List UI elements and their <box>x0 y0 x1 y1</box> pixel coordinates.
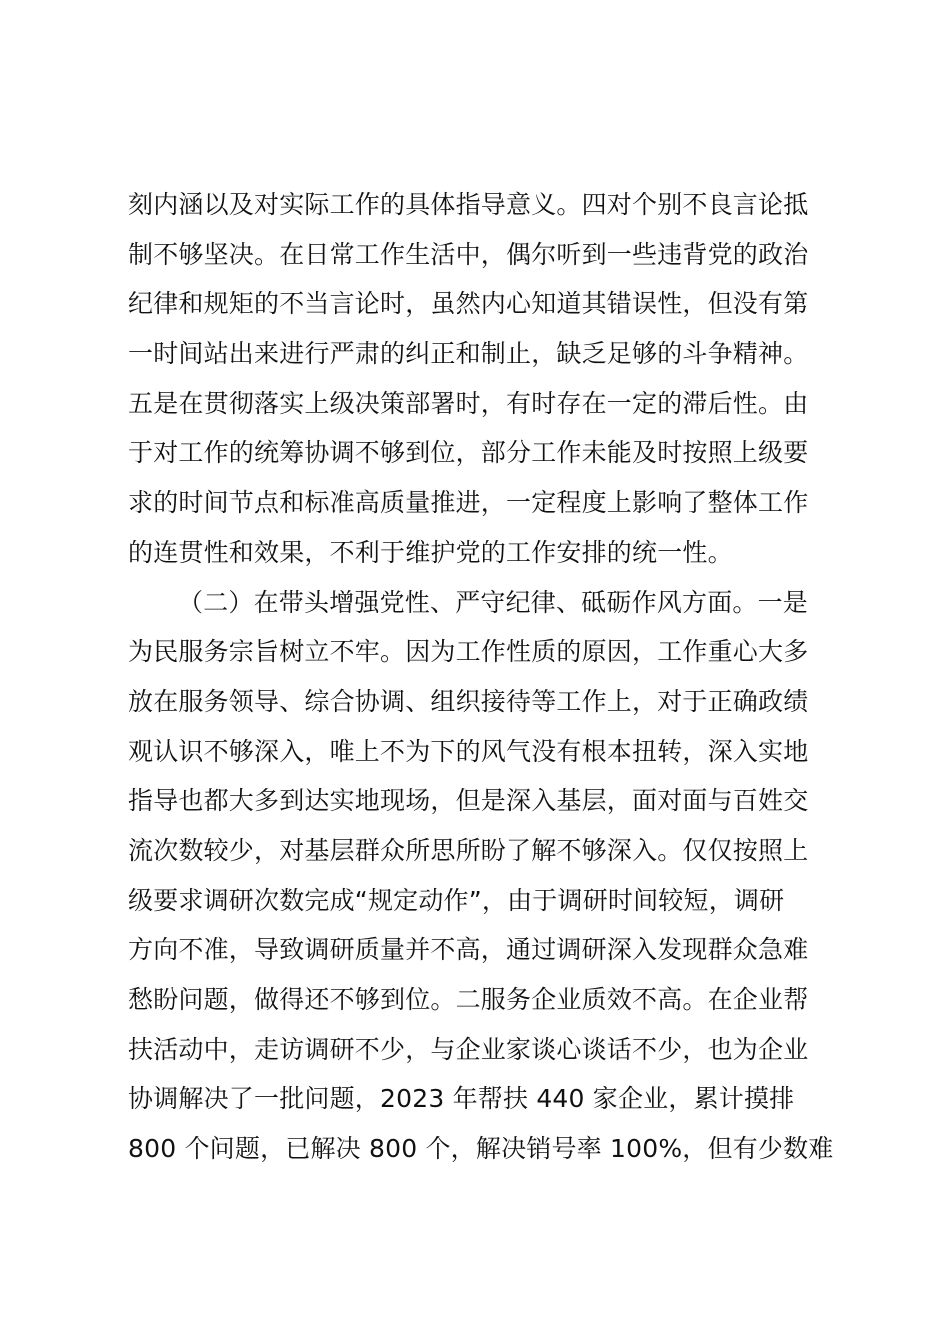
text-line: 刻内涵以及对实际工作的具体指导意义。四对个别不良言论抵 <box>128 190 809 219</box>
section-heading-line: （二）在带头增强党性、严守纪律、砥砺作风方面。一是 <box>178 587 809 617</box>
text-line: 协调解决了一批问题，2023 年帮扶 440 家企业，累计摸排 <box>128 1084 795 1114</box>
text-line: 求的时间节点和标准高质量推进，一定程度上影响了整体工作 <box>128 488 809 518</box>
text-line: 扶活动中，走访调研不少，与企业家谈心谈话不少，也为企业 <box>128 1034 809 1064</box>
body-text <box>128 180 838 1174</box>
text-line: 方向不准，导致调研质量并不高，通过调研深入发现群众急难 <box>128 935 809 965</box>
text-line: 于对工作的统筹协调不够到位，部分工作未能及时按照上级要 <box>128 438 809 468</box>
text-line: 愁盼问题，做得还不够到位。二服务企业质效不高。在企业帮 <box>128 985 809 1014</box>
text-line: 一时间站出来进行严肃的纠正和制止，缺乏足够的斗争精神。 <box>128 339 809 369</box>
text-line: 观认识不够深入，唯上不为下的风气没有根本扭转，深入实地 <box>128 736 809 766</box>
text-line: 800 个问题，已解决 800 个，解决销号率 100%，但有少数难 <box>128 1134 834 1164</box>
text-line: 流次数较少，对基层群众所思所盼了解不够深入。仅仅按照上 <box>128 835 809 865</box>
text-line: 为民服务宗旨树立不牢。因为工作性质的原因，工作重心大多 <box>128 637 809 667</box>
text-line: 的连贯性和效果，不利于维护党的工作安排的统一性。 <box>128 537 733 567</box>
text-line: 放在服务领导、综合协调、组织接待等工作上，对于正确政绩 <box>128 686 809 716</box>
text-line: 级要求调研次数完成“规定动作”，由于调研时间较短，调研 <box>128 885 785 915</box>
text-line: 指导也都大多到达实地现场，但是深入基层，面对面与百姓交 <box>128 786 809 816</box>
text-line: 纪律和规矩的不当言论时，虽然内心知道其错误性，但没有第 <box>128 289 809 319</box>
text-line: 五是在贯彻落实上级决策部署时，有时存在一定的滞后性。由 <box>128 388 809 418</box>
text-line: 制不够坚决。在日常工作生活中，偶尔听到一些违背党的政治 <box>128 239 809 269</box>
